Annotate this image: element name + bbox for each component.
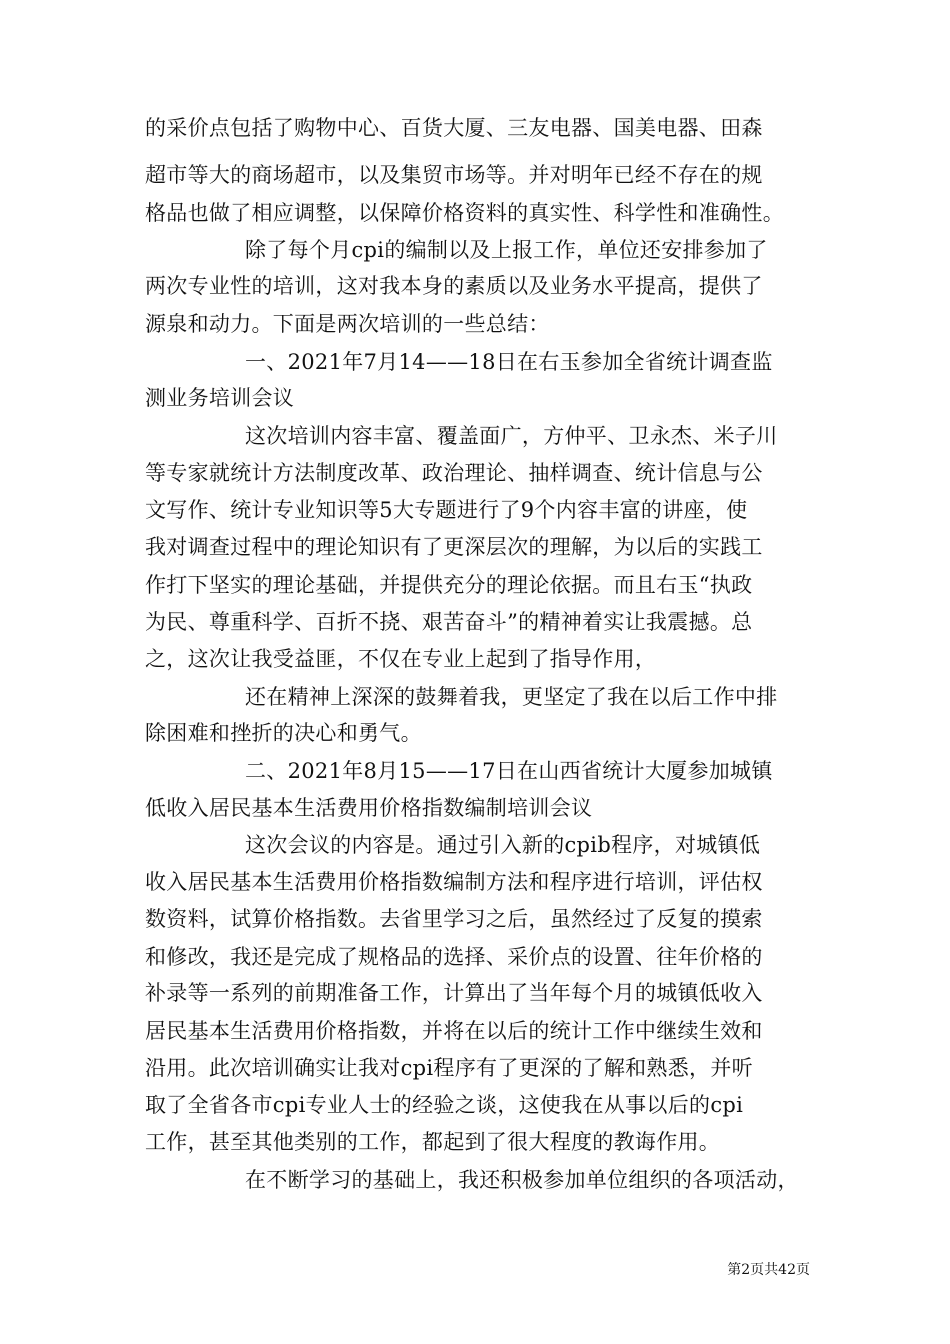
text-line: 和修改，我还是完成了规格品的选择、采价点的设置、往年价格的 (145, 945, 763, 969)
text-line: 我对调查过程中的理论知识有了更深层次的理解，为以后的实践工 (145, 535, 763, 559)
text-line: 格品也做了相应调整，以保障价格资料的真实性、科学性和准确性。 (145, 201, 784, 225)
text-line: 工作，甚至其他类别的工作，都起到了很大程度的教诲作用。 (145, 1130, 721, 1154)
text-line: 为民、尊重科学、百折不挠、艰苦奋斗”的精神着实让我震撼。总 (145, 610, 753, 634)
text-line: 数资料，试算价格指数。去省里学习之后，虽然经过了反复的摸索 (145, 907, 763, 931)
text-line: 除了每个月cpi的编制以及上报工作，单位还安排参加了 (245, 238, 768, 262)
text-line: 源泉和动力。下面是两次培训的一些总结： (145, 312, 550, 336)
text-line: 一、2021年7月14——18日在右玉参加全省统计调查监 (245, 350, 773, 374)
text-line: 两次专业性的培训，这对我本身的素质以及业务水平提高，提供了 (145, 274, 763, 298)
text-line: 测业务培训会议 (145, 386, 295, 410)
text-line: 文写作、统计专业知识等5大专题进行了9个内容丰富的讲座，使 (145, 498, 748, 522)
text-line: 之，这次让我受益匪，不仅在专业上起到了指导作用， (145, 647, 657, 671)
text-line: 二、2021年8月15——17日在山西省统计大厦参加城镇 (245, 759, 773, 783)
text-line: 除困难和挫折的决心和勇气。 (145, 721, 422, 745)
text-line: 等专家就统计方法制度改革、政治理论、抽样调查、统计信息与公 (145, 461, 763, 485)
text-line: 在不断学习的基础上，我还积极参加单位组织的各项活动， (245, 1168, 799, 1192)
text-line: 的采价点包括了购物中心、百货大厦、三友电器、国美电器、田森 (145, 116, 763, 140)
text-line: 作打下坚实的理论基础，并提供充分的理论依据。而且右玉“执政 (145, 573, 753, 597)
text-line: 这次会议的内容是。通过引入新的cpib程序，对城镇低 (245, 833, 761, 857)
text-line: 收入居民基本生活费用价格指数编制方法和程序进行培训，评估权 (145, 870, 763, 894)
text-line: 这次培训内容丰富、覆盖面广，方仲平、卫永杰、米子川 (245, 424, 778, 448)
text-line: 补录等一系列的前期准备工作，计算出了当年每个月的城镇低收入 (145, 981, 763, 1005)
text-line: 取了全省各市cpi专业人士的经验之谈，这使我在从事以后的cpi (145, 1093, 744, 1117)
text-line: 低收入居民基本生活费用价格指数编制培训会议 (145, 796, 593, 820)
text-line: 还在精神上深深的鼓舞着我，更坚定了我在以后工作中排 (245, 685, 778, 709)
text-line: 超市等大的商场超市，以及集贸市场等。并对明年已经不存在的规 (145, 163, 763, 187)
text-line: 居民基本生活费用价格指数，并将在以后的统计工作中继续生效和 (145, 1019, 763, 1043)
page-number-footer: 第2页共42页 (727, 1262, 810, 1278)
text-line: 沿用。此次培训确实让我对cpi程序有了更深的了解和熟悉，并听 (145, 1056, 753, 1080)
